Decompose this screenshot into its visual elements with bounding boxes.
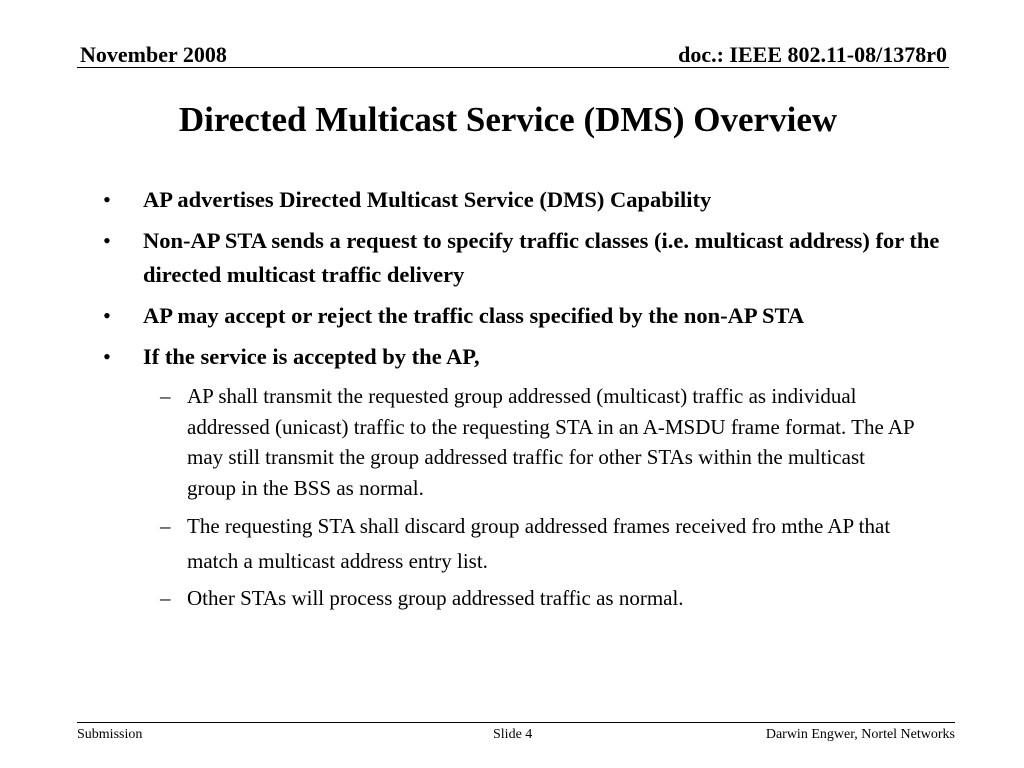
bullet-text: If the service is accepted by the AP, [143, 344, 480, 369]
sub-bullet-item [160, 583, 917, 614]
sub-bullet-text: The requesting STA shall discard group addressed frames received fro mthe AP that match a multicast address entry list. [187, 514, 891, 573]
sub-bullet-text: Other STAs will process group addressed traffic as normal. [187, 586, 684, 610]
footer-divider [77, 722, 955, 723]
bullet-item [100, 224, 970, 292]
footer-submission: Submission [77, 727, 143, 742]
sub-bullet-marker: – [160, 384, 171, 408]
bullet-item [100, 299, 970, 333]
bullet-text: Non-AP STA sends a request to specify traffic classes (i.e. multicast address) for the directed multicast traffic delivery [143, 228, 940, 287]
bullet-marker: • [103, 303, 111, 328]
slide-title: Directed Multicast Service (DMS) Overview [178, 100, 838, 139]
header-date: November 2008 [80, 42, 227, 67]
bullet-item [100, 183, 970, 217]
header-divider [77, 67, 949, 68]
bullet-marker: • [103, 187, 111, 212]
footer-slide-number: Slide 4 [493, 727, 533, 742]
sub-bullet-text: AP shall transmit the requested group addressed (multicast) traffic as individual addressed (unicast) traffic to the requesting STA in an A-MSDU frame format. The AP may still transmit the group addressed traffic for other STAs within the multicast group in the BSS as normal. [187, 384, 914, 500]
bullet-text: AP advertises Directed Multicast Service (DMS) Capability [143, 187, 712, 212]
bullet-text: AP may accept or reject the traffic class specified by the non-AP STA [143, 303, 805, 328]
footer-author: Darwin Engwer, Nortel Networks [765, 727, 955, 742]
bullet-marker: • [103, 228, 111, 253]
slide-body [100, 183, 970, 620]
bullet-item [100, 340, 970, 374]
sub-bullet-marker: – [160, 514, 171, 538]
sub-bullet-item [160, 509, 917, 579]
header-doc-id: doc.: IEEE 802.11-08/1378r0 [678, 42, 947, 67]
sub-bullet-marker: – [160, 586, 171, 610]
sub-bullet-item [160, 381, 917, 503]
bullet-marker: • [103, 344, 111, 369]
